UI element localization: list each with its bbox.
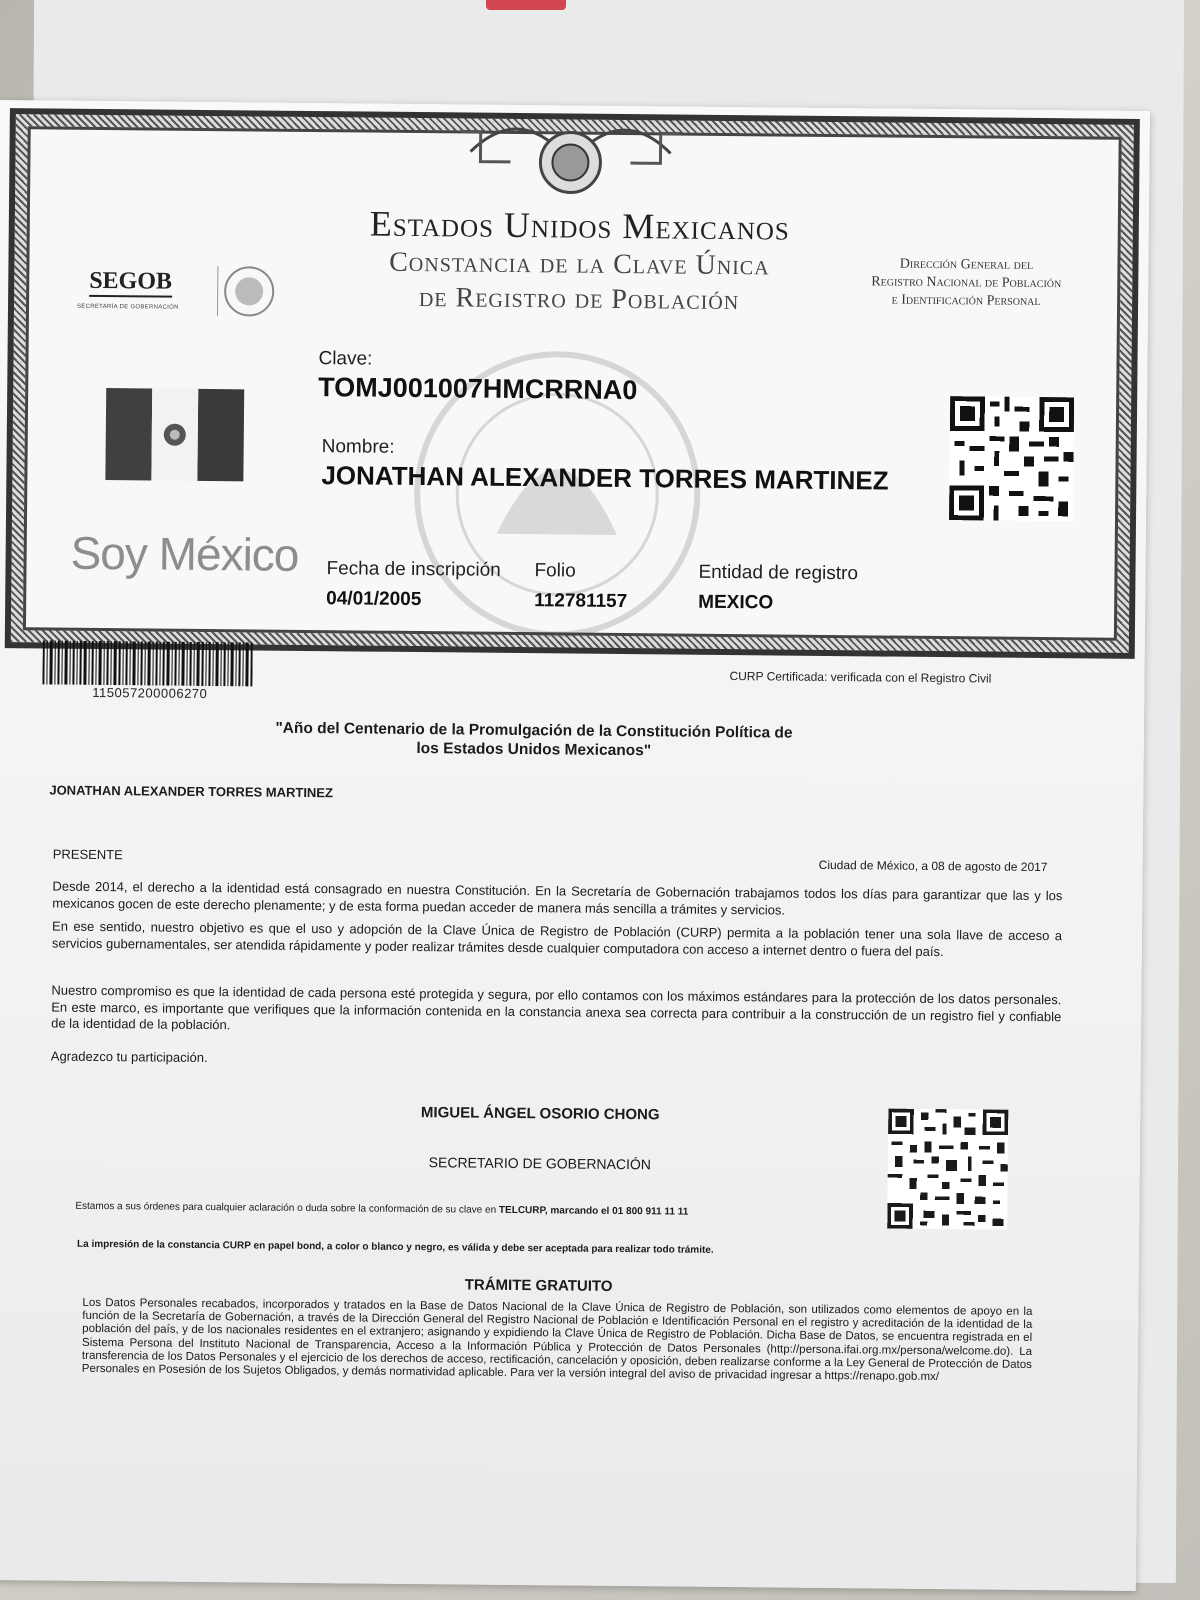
paragraph-4: Agradezco tu participación.: [50, 1048, 208, 1066]
segob-logo: [77, 260, 268, 332]
fecha-label: Fecha de inscripción: [326, 558, 501, 581]
fecha-value: 04/01/2005: [326, 588, 422, 611]
folio-label: Folio: [534, 560, 576, 582]
nombre-label: Nombre:: [321, 436, 395, 458]
barcode-icon: [42, 640, 252, 686]
year-motto: [224, 718, 844, 763]
agency-line-3: e Identificación Personal: [891, 292, 1041, 310]
qr-code-icon: [887, 1109, 1008, 1230]
signatory-title: SECRETARIO DE GOBERNACIÓN: [428, 1154, 651, 1173]
recipient-name: JONATHAN ALEXANDER TORRES MARTINEZ: [49, 782, 334, 801]
clave-label: Clave:: [318, 348, 373, 370]
print-validity-note: La impresión de la constancia CURP en papel bond, a color o blanco y negro, es válida y debe ser aceptada para realizar todo trámite.: [76, 1238, 714, 1256]
free-procedure-heading: TRÁMITE GRATUITO: [464, 1276, 613, 1295]
national-crest-icon: [450, 111, 691, 203]
signatory-name: MIGUEL ÁNGEL OSORIO CHONG: [420, 1104, 660, 1124]
certificate-frame: [5, 108, 1140, 659]
certificate-panel: [23, 126, 1122, 640]
seal-icon: [217, 261, 278, 322]
issuing-agency: [841, 255, 1092, 312]
year-motto-line-2: los Estados Unidos Mexicanos": [416, 740, 652, 760]
presente-label: PRESENTE: [52, 846, 123, 863]
curp-certified-note: CURP Certificada: verificada con el Registro Civil: [729, 669, 992, 686]
telcurp-text: Estamos a sus órdenes para cualquier aclaración o duda sobre la conformación de su clave en: [75, 1200, 500, 1216]
paragraph-2: En ese sentido, nuestro objetivo es que el uso y adopción de la Clave Única de Registro de Población (CURP) permita a la población tener una sola llave de acceso a servicios gubernamentales, ser atendida rápidamente y poder realizar trámites desde cualquier computadora con acceso a internet dentro o fuera del país.: [51, 918, 1063, 959]
certificate-title-line-1: Constancia de la Clave Única: [389, 246, 770, 282]
segob-wordmark: SEGOB: [89, 268, 172, 298]
folio-value: 112781157: [534, 590, 628, 613]
clave-value: TOMJ001007HMCRRNA0: [318, 372, 638, 406]
paragraph-3: Nuestro compromiso es que la identidad de cada persona esté protegida y segura, por ello contamos con los máximos estándares para la protección de los datos personales. En este marco, es importante que verifiques que la información contenida en la constancia anexa sea correcta para contribuir a la construcción de un registro fiel y confiable de la identidad de la población.: [51, 982, 1062, 1033]
agency-line-2: Registro Nacional de Población: [871, 274, 1062, 292]
paragraph-1: Desde 2014, el derecho a la identidad está consagrado en nuestra Constitución. En la Secretaría de Gobernación trabajamos todos los días para garantizar que las y los mexicanos gocen de este derecho plenamente; y de esta forma puedan acceder de manera más sencilla a trámites y servicios.: [52, 878, 1063, 918]
year-motto-line-1: "Año del Centenario de la Promulgación de la Constitución Política de: [275, 719, 793, 742]
telcurp-phone: TELCURP, marcando el 01 800 911 11 11: [498, 1204, 689, 1218]
qr-code-icon: [949, 396, 1074, 521]
agency-line-1: Dirección General del: [899, 256, 1034, 273]
red-clip: [486, 0, 566, 10]
barcode-number: 115057200006270: [92, 684, 208, 702]
document-title: [309, 202, 850, 319]
entidad-label: Entidad de registro: [698, 561, 859, 585]
soy-mexico-slogan: Soy México: [70, 526, 299, 581]
telcurp-note: [75, 1201, 688, 1218]
entidad-value: MEXICO: [698, 591, 774, 614]
certificate-title-line-2: de Registro de Población: [418, 282, 740, 317]
country-title: Estados Unidos Mexicanos: [369, 203, 791, 248]
privacy-notice: Los Datos Personales recabados, incorporados y tratados en la Base de Datos Nacional de la Clave Única de Registro de Población, son utilizados como elementos de apoyo en la función de la Secretaría de Gobernación, a través de la Dirección General del Registro Nacional de Población e Identificación Personal en el registro y acreditación de la identidad de la población del país, y de los nacionales residentes en el extranjero; asignando y expidiendo la Clave Única de Registro de Población. Dicha Base de Datos, se encuentra registrada en el Sistema Persona del Instituto Nacional de Transparencia, Acceso a la Información Pública y Protección de Datos Personales (http://persona.ifai.org.mx/persona/welcome.do). La transferencia de los Datos Personales y el ejercicio de los derechos de acceso, rectificación, cancelación y oposición, deben realizarse conforme a la Ley General de Protección de Datos Personales en Posesión de los Sujetos Obligados, y demás normatividad aplicable. Para ver la versión integral del aviso de privacidad ingresar a https://renapo.gob.mx/: [81, 1296, 1033, 1384]
mexican-flag-icon: [105, 388, 244, 481]
place-date: Ciudad de México, a 08 de agosto de 2017: [818, 857, 1048, 875]
segob-subtitle: SECRETARÍA DE GOBERNACIÓN: [76, 303, 179, 311]
curp-document: [0, 100, 1150, 1591]
nombre-value: JONATHAN ALEXANDER TORRES MARTINEZ: [321, 460, 889, 496]
